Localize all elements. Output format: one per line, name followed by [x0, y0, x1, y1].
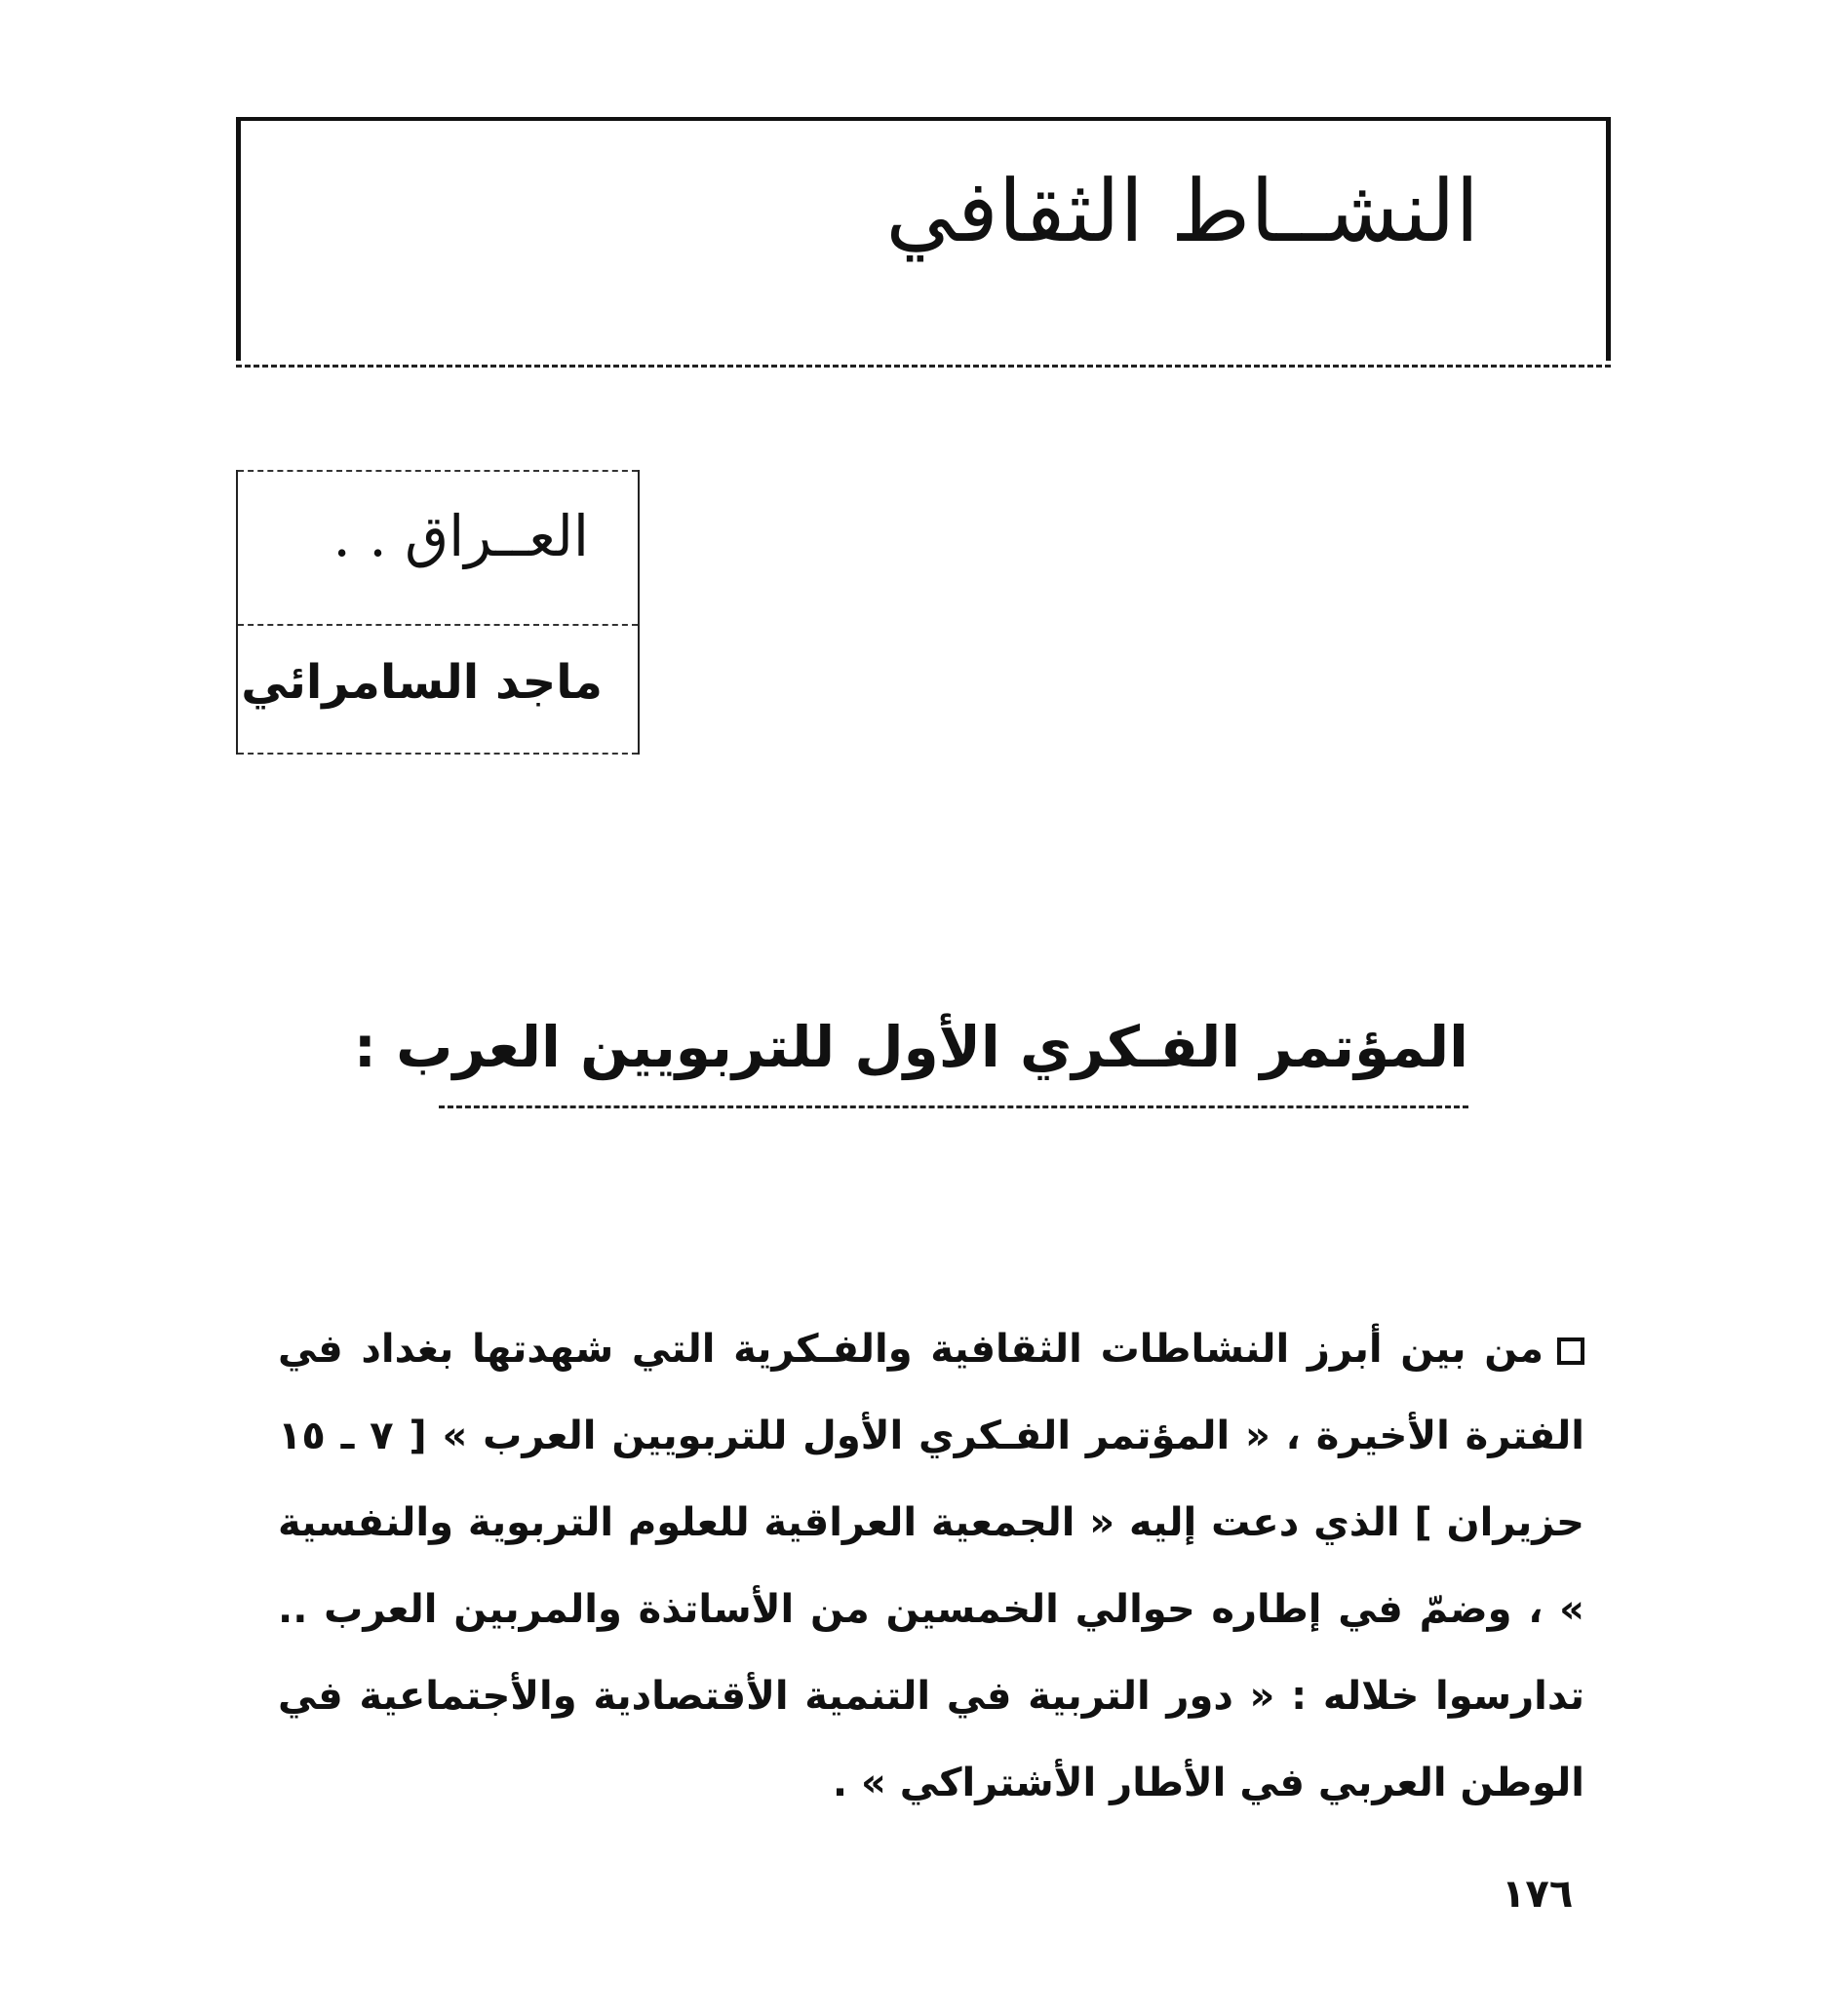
author-name: ماجد السامرائي: [241, 655, 603, 710]
country-label: العــراق . .: [332, 503, 589, 569]
section-header-box: [236, 117, 1611, 361]
section-title: النشــاط الثقافي: [885, 161, 1479, 261]
article-body-text: من بين أبرز النشاطات الثقافية والفـكرية التي شهدتها بغداد في الفترة الأخيرة ، « المؤتمر الفـكري الأول للتربويين العرب » [ ٧ ـ ١٥ حزيران ] الذي دعت إليه « الجمعية العراقية للعلوم التربوية والنفسية » ، وضمّ في إطاره حوالي الخمسين من الأساتذة والمربين العرب .. تدارسوا خلاله : « دور التربية في التنمية الأقتصادية والأجتماعية في الوطن العربي في الأطار الأشتراكي » .: [278, 1327, 1584, 1805]
country-author-box: [236, 470, 640, 755]
section-header-bottom-rule: [236, 365, 1611, 368]
square-bullet-icon: [1557, 1338, 1584, 1365]
article-body: [278, 1306, 1584, 1827]
info-box-bottom-rule: [238, 753, 638, 755]
page-number: ١٧٦: [1502, 1872, 1574, 1917]
article-heading-underline: [439, 1105, 1468, 1108]
info-box-divider: [238, 624, 638, 626]
article-heading: المؤتمر الفـكري الأول للتربويين العرب :: [353, 1014, 1468, 1080]
info-box-top-rule: [238, 470, 638, 472]
